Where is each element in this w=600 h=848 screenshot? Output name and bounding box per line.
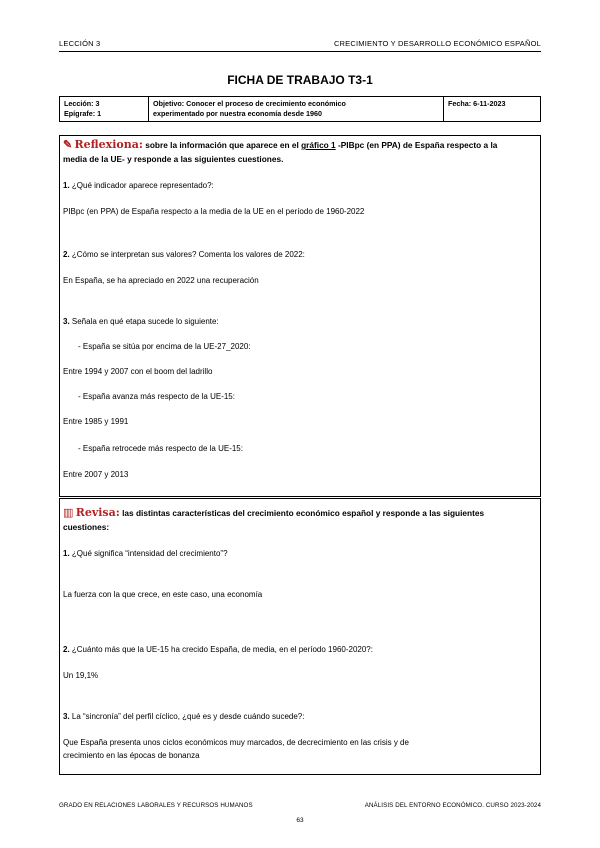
s1-q3b: - España avanza más respecto de la UE-15: (78, 392, 235, 401)
epigraph-label: Epígrafe: 1 (64, 109, 102, 118)
lesson-cell (60, 97, 149, 122)
s1-q1-text: ¿Qué indicador aparece representado?: (69, 181, 214, 190)
s2-q3-num: 3. (63, 712, 70, 721)
s1-question-1 (63, 180, 535, 192)
s2-answer-3-line-2: crecimiento en las épocas de bonanza (63, 751, 200, 760)
footer-degree: GRADO EN RELACIONES LABORALES Y RECURSOS HUMANOS (59, 802, 253, 809)
page-number: 63 (296, 817, 304, 824)
s2-answer-2: Un 19,1% (63, 671, 99, 680)
books-icon: ▥ (63, 506, 74, 519)
s2-question-1 (63, 548, 535, 560)
pencil-icon: ✎ (63, 138, 73, 151)
info-table (59, 96, 541, 122)
reflexiona-lead-2: media de la UE- y responde a las siguientes cuestiones. (63, 154, 284, 164)
revisa-lead-2: cuestiones: (63, 522, 110, 532)
s1-q1-num: 1. (63, 181, 70, 190)
objective-cell (149, 97, 444, 122)
s1-question-2 (63, 249, 535, 261)
s1-q3-text: Señala en qué etapa sucede lo siguiente: (69, 317, 219, 326)
s2-q1-num: 1. (63, 549, 70, 558)
header-topic: CRECIMIENTO Y DESARROLLO ECONÓMICO ESPAÑOL (333, 39, 541, 48)
revisa-box (59, 498, 541, 775)
page-header (59, 39, 541, 52)
reflexiona-lead (63, 139, 535, 151)
s2-answer-3-line-1: Que España presenta unos ciclos económicos muy marcados, de decrecimiento en las crisis y de (63, 738, 409, 747)
revisa-lead (63, 507, 535, 519)
s1-question-3 (63, 316, 535, 328)
s1-a3a: Entre 1994 y 2007 con el boom del ladrillo (63, 367, 213, 376)
s1-answer-1: PIBpc (en PPA) de España respecto a la media de la UE en el período de 1960-2022 (63, 207, 365, 216)
reflexiona-heading: Reflexiona: (74, 138, 143, 151)
revisa-heading: Revisa: (75, 506, 120, 519)
s1-a3b: Entre 1985 y 1991 (63, 417, 129, 426)
objective-line-1: Objetivo: Conocer el proceso de crecimiento económico (153, 99, 346, 108)
date-cell (444, 97, 541, 122)
page-title: FICHA DE TRABAJO T3-1 (227, 73, 373, 87)
s2-question-3 (63, 711, 535, 723)
s1-q3-num: 3. (63, 317, 70, 326)
s1-q3c: - España retrocede más respecto de la UE-15: (78, 444, 243, 453)
s1-answer-2: En España, se ha apreciado en 2022 una recuperación (63, 276, 259, 285)
revisa-lead-1: las distintas características del crecimiento económico español y responde a las siguientes (119, 508, 485, 518)
header-lesson: LECCIÓN 3 (59, 39, 101, 48)
objective-line-2: experimentado por nuestra economía desde 1960 (153, 109, 322, 118)
grafico-1-link[interactable]: gráfico 1 (301, 140, 336, 150)
s1-q2-num: 2. (63, 250, 70, 259)
date-label: Fecha: 6-11-2023 (448, 99, 506, 108)
s2-answer-1: La fuerza con la que crece, en este caso, una economía (63, 590, 263, 599)
s1-a3c: Entre 2007 y 2013 (63, 470, 129, 479)
reflexiona-lead-b: -PIBpc (en PPA) de España respecto a la (335, 140, 498, 150)
footer-course: ANÁLISIS DEL ENTORNO ECONÓMICO. CURSO 2023-2024 (364, 802, 541, 809)
s2-q2-text: ¿Cuánto más que la UE-15 ha crecido España, de media, en el período 1960-2020?: (69, 645, 373, 654)
s2-question-2 (63, 644, 535, 656)
s2-q2-num: 2. (63, 645, 70, 654)
s2-q3-text: La “sincronía” del perfil cíclico, ¿qué es y desde cuándo sucede?: (69, 712, 305, 721)
s1-q2-text: ¿Cómo se interpretan sus valores? Comenta los valores de 2022: (69, 250, 305, 259)
reflexiona-lead-a: sobre la información que aparece en el (142, 140, 302, 150)
s2-q1-text: ¿Qué significa “intensidad del crecimiento”? (69, 549, 228, 558)
s1-q3a: - España se sitúa por encima de la UE-27_2020: (78, 342, 251, 351)
lesson-label: Lección: 3 (64, 99, 100, 108)
